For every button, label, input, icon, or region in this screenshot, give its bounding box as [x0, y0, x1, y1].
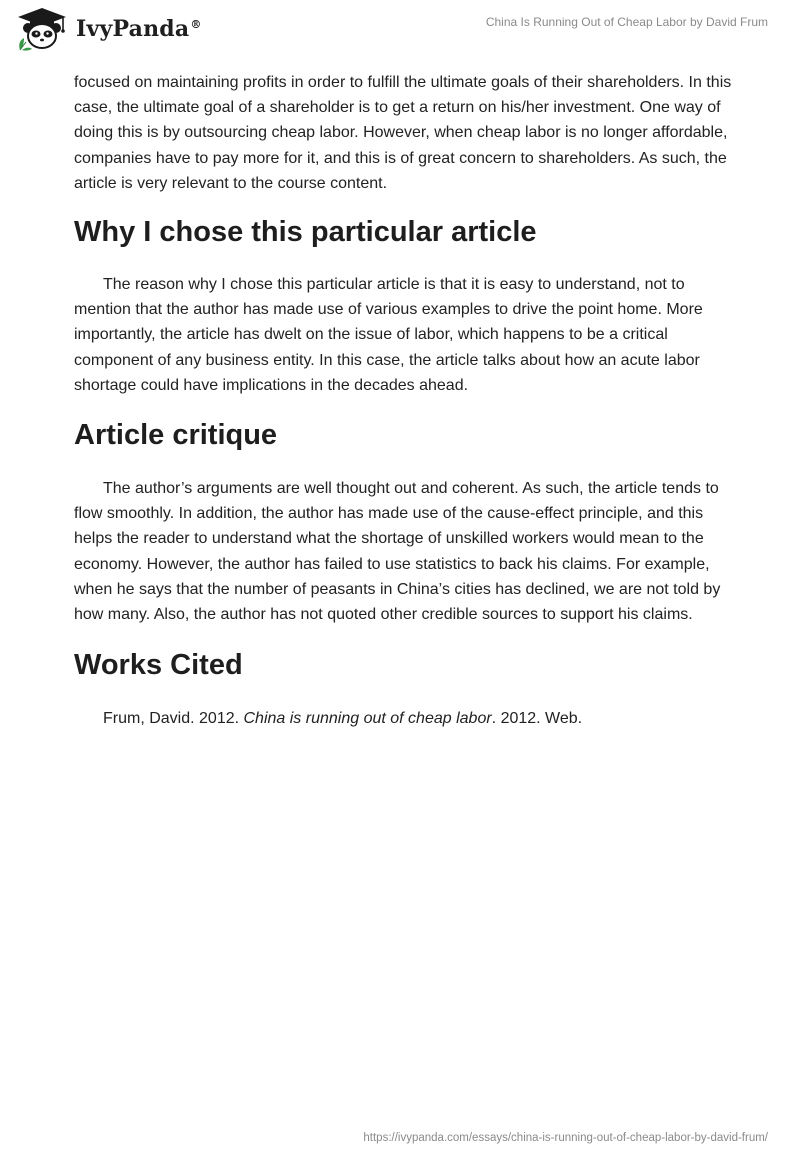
page-header	[0, 0, 800, 60]
document-title: China Is Running Out of Cheap Labor by David Frum	[485, 15, 768, 29]
critique-paragraph: The author’s arguments are well thought out and coherent. As such, the article tends to flow smoothly. In addition, the author has made use of the cause-effect principle, and this helps the reader to understand what the shortage of unskilled workers would mean to the economy. However, the author has failed to use statistics to back his claims. For example, when he says that the number of peasants in China’s cities has declined, we are not told by how many. Also, the author has not quoted other credible sources to support his claims.	[74, 480, 721, 624]
section-heading-critique: Article critique	[74, 419, 278, 452]
section-heading-why-chosen: Why I chose this particular article	[74, 216, 537, 249]
citation-title: China is running out of cheap labor	[243, 710, 492, 728]
citation-entry: Frum, David. 2012. China is running out of cheap labor. 2012. Web.	[103, 710, 583, 728]
source-url-link[interactable]: https://ivypanda.com/essays/china-is-running-out-of-cheap-labor-by-david-frum/	[363, 1132, 768, 1144]
why-chosen-paragraph: The reason why I chose this particular article is that it is easy to understand, not to mention that the author has made use of various examples to drive the point home. More importantly, the article has dwelt on the issue of labor, which happens to be a critical component of any business entity. In this case, the article talks about how an acute labor shortage could have implications in the decades ahead.	[74, 276, 703, 394]
panda-logo-icon	[14, 6, 70, 52]
essay-body	[74, 70, 734, 731]
section-heading-works-cited: Works Cited	[74, 649, 243, 682]
intro-paragraph: focused on maintaining profits in order to fulfill the ultimate goals of their shareholders. In this case, the ultimate goal of a shareholder is to get a return on his/her investment. One way of doing this is by outsourcing cheap labor. However, when cheap labor is no longer affordable, companies have to pay more for it, and this is of great concern to shareholders. As such, the article is very relevant to the course content.	[74, 74, 732, 192]
brand-logo[interactable]	[14, 6, 202, 52]
brand-name: IvyPanda®	[76, 16, 202, 42]
